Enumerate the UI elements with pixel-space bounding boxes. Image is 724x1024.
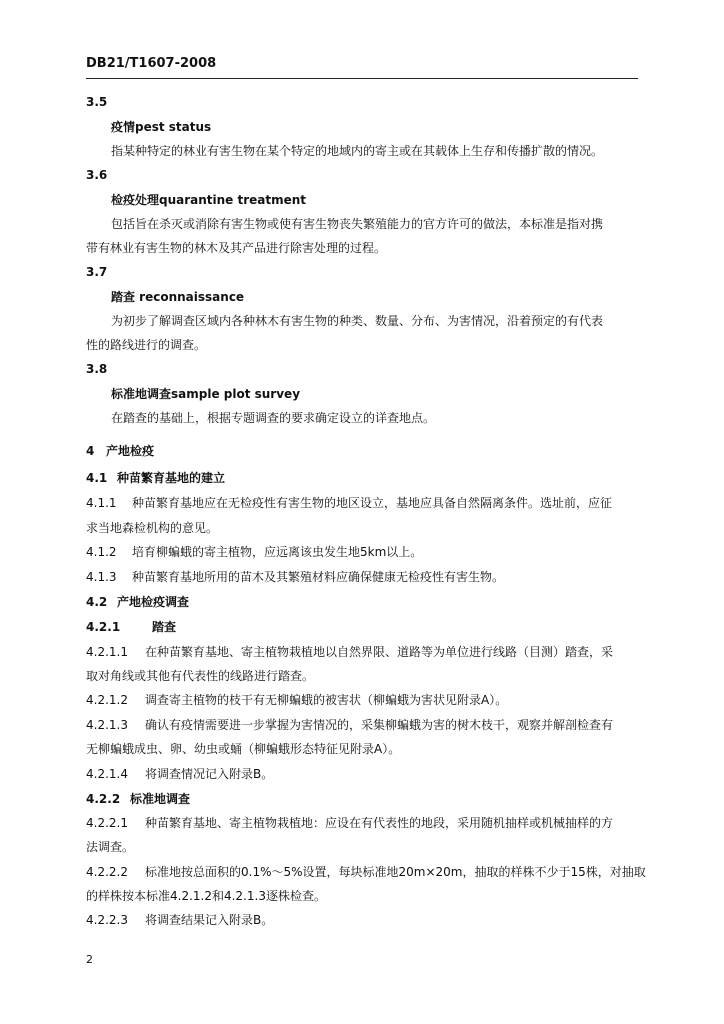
term-definition: 指某种特定的林业有害生物在某个特定的地域内的寄主或在其载体上生存和传播扩散的情况。 <box>111 144 604 158</box>
clause-text-continued: 法调查。 <box>86 840 135 854</box>
clause-number: 4.2.1.1 <box>86 645 128 659</box>
clause-text: 确认有疫情需要进一步掌握为害情况的，采集柳蝙蛾为害的树木枝干，观察并解剖检查有 <box>145 718 614 732</box>
clause-text-continued: 无柳蝙蛾成虫、卵、幼虫或蛹（柳蝙蛾形态特征见附录A）。 <box>86 742 401 756</box>
clause-text: 培育柳蝙蛾的寄主植物，应远离该虫发生地5km以上。 <box>132 545 423 559</box>
term-heading: 标准地调查sample plot survey <box>111 387 301 401</box>
term-heading: 踏查 reconnaissance <box>111 290 245 304</box>
section-title: 产地检疫调查 <box>117 595 190 609</box>
clause-text: 种苗繁育基地所用的苗木及其繁殖材料应确保健康无检疫性有害生物。 <box>132 570 505 584</box>
clause-number: 4.2.1.3 <box>86 718 128 732</box>
term-definition: 在踏查的基础上，根据专题调查的要求确定设立的详查地点。 <box>111 411 436 425</box>
term-definition-continued: 带有林业有害生物的林木及其产品进行除害处理的过程。 <box>86 241 387 255</box>
clause-number: 4.2.1.2 <box>86 693 128 707</box>
clause-number: 4.1.2 <box>86 545 117 559</box>
clause-number: 4.2.2.1 <box>86 816 128 830</box>
clause-number: 4.1.1 <box>86 496 117 510</box>
term-definition: 为初步了解调查区域内各种林木有害生物的种类、数量、分布、为害情况，沿着预定的有代表 <box>111 314 604 328</box>
term-heading: 检疫处理quarantine treatment <box>111 193 307 207</box>
clause-number: 3.5 <box>86 95 108 109</box>
document-id: DB21/T1607-2008 <box>86 56 217 71</box>
clause-number: 3.8 <box>86 362 108 376</box>
clause-text: 种苗繁育基地、寄主植物栽植地：应设在有代表性的地段，采用随机抽样或机械抽样的方 <box>145 816 614 830</box>
subsection-title: 标准地调查 <box>130 792 191 806</box>
clause-text: 标准地按总面积的0.1%～5%设置，每块标准地20m×20m，抽取的样株不少于15株，对抽取 <box>145 865 646 879</box>
page-number: 2 <box>86 953 93 966</box>
subsection-number: 4.2.1 <box>86 620 121 634</box>
chapter-number: 4 <box>86 444 95 458</box>
clause-text-continued: 取对角线或其他有代表性的线路进行踏查。 <box>86 669 315 683</box>
clause-number: 4.2.2.2 <box>86 865 128 879</box>
clause-number: 4.2.1.4 <box>86 767 128 781</box>
header-rule <box>86 78 638 79</box>
clause-text: 种苗繁育基地应在无检疫性有害生物的地区设立，基地应具备自然隔离条件。选址前，应征 <box>132 496 613 510</box>
clause-text: 将调查结果记入附录B。 <box>145 913 274 927</box>
clause-text-continued: 的样株按本标准4.2.1.2和4.2.1.3逐株检查。 <box>86 889 326 903</box>
term-heading: 疫情pest status <box>111 120 212 134</box>
clause-number: 4.1.3 <box>86 570 117 584</box>
term-definition-continued: 性的路线进行的调查。 <box>86 338 207 352</box>
clause-text: 调查寄主植物的枝干有无柳蝙蛾的被害状（柳蝙蛾为害状见附录A）。 <box>145 693 508 707</box>
clause-number: 4.2.2.3 <box>86 913 128 927</box>
chapter-title: 产地检疫 <box>106 444 155 458</box>
clause-text: 在种苗繁育基地、寄主植物栽植地以自然界限、道路等为单位进行线路（目测）踏查，采 <box>145 645 614 659</box>
section-title: 种苗繁育基地的建立 <box>117 471 226 485</box>
clause-number: 3.6 <box>86 168 108 182</box>
clause-text: 将调查情况记入附录B。 <box>145 767 274 781</box>
subsection-number: 4.2.2 <box>86 792 121 806</box>
term-definition: 包括旨在杀灭或消除有害生物或使有害生物丧失繁殖能力的官方许可的做法，本标准是指对携 <box>111 217 604 231</box>
clause-text-continued: 求当地森检机构的意见。 <box>86 521 219 535</box>
subsection-title: 踏查 <box>152 620 177 634</box>
clause-number: 3.7 <box>86 265 108 279</box>
section-number: 4.2 <box>86 595 108 609</box>
section-number: 4.1 <box>86 471 108 485</box>
